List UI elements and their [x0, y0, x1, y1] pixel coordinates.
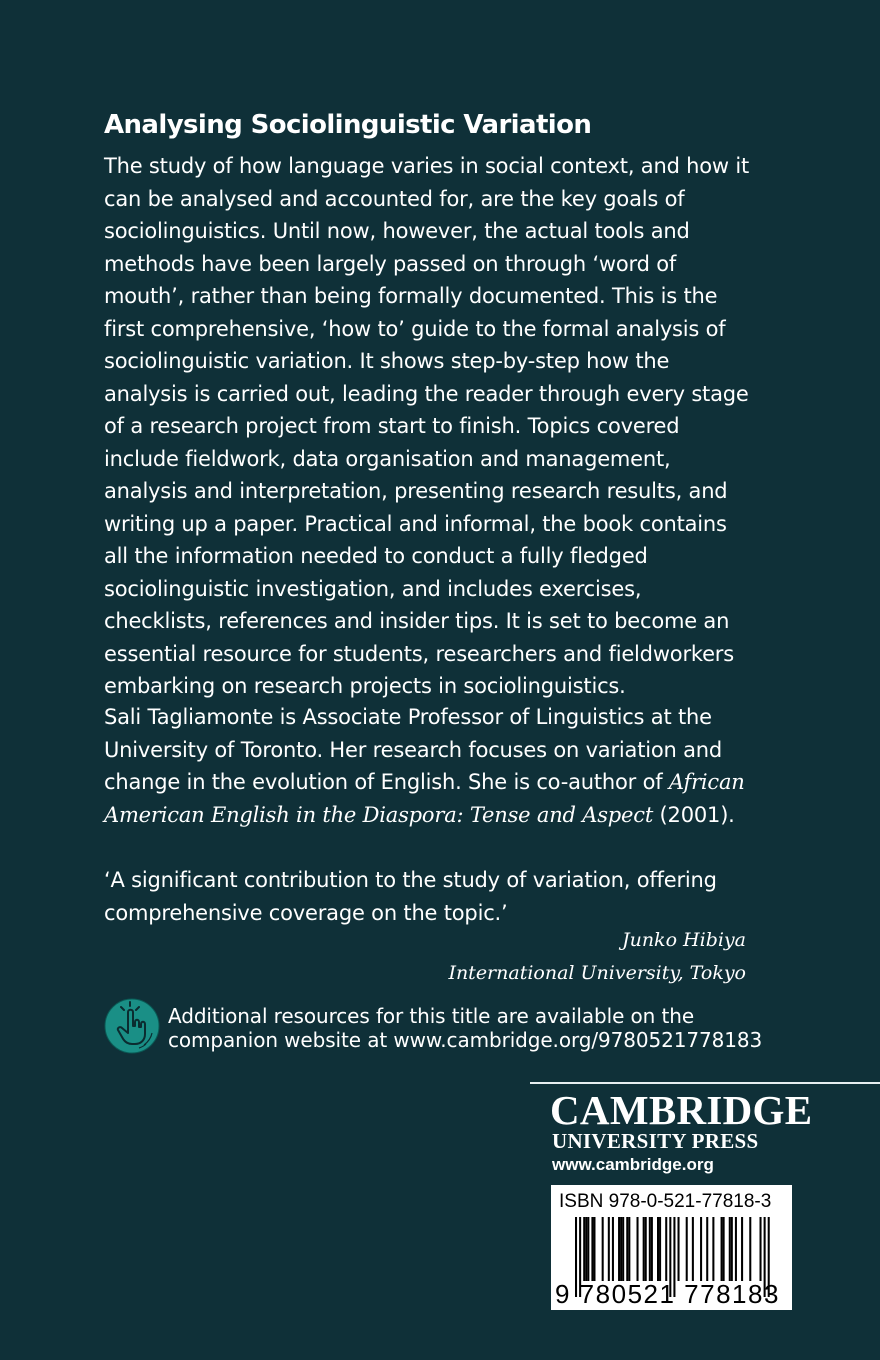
resource-line-1: Additional resources for this title are available on the	[168, 1004, 695, 1028]
barcode-bar	[735, 1217, 737, 1281]
reviewer-affiliation: International University, Tokyo	[448, 961, 746, 984]
barcode-bar	[593, 1217, 595, 1281]
barcode-bar	[583, 1217, 585, 1281]
barcode-bar	[731, 1217, 733, 1281]
barcode-bar	[585, 1217, 587, 1281]
barcode-bar	[622, 1217, 624, 1281]
barcode-bar	[741, 1217, 743, 1281]
barcode-bar	[643, 1217, 645, 1281]
barcode-bar	[721, 1217, 723, 1281]
book-description: The study of how language varies in social context, and how it can be analysed and accounted for, are the key goals of sociolinguistics. Until now, however, the actual tools and methods have been largely passed on through ‘word of mouth’, rather than being formally documented. This is the first comprehensive, ‘how to’ guide to the formal analysis of sociolinguistic variation. It shows step-by-step how the analysis is carried out, leading the reader through every stage of a research project from start to finish. Topics covered include fieldwork, data organisation and management, analysis and interpretation, presenting research results, and writing up a paper. Practical and informal, the book contains all the information needed to conduct a fully fledged sociolinguistic investigation, and includes exercises, checklists, references and insider tips. It is set to become an essential resource for students, researchers and fieldworkers embarking on research projects in sociolinguistics.	[104, 154, 750, 698]
barcode-bar	[686, 1217, 688, 1281]
barcode-bar	[649, 1217, 651, 1281]
barcode-digits: 9 780521 778183	[555, 1279, 780, 1309]
barcode-bar	[628, 1217, 630, 1281]
barcode-bar	[587, 1217, 589, 1281]
barcode-bar	[602, 1217, 604, 1281]
book-title: Analysing Sociolinguistic Variation	[104, 110, 592, 140]
publisher-name: CAMBRIDGE	[550, 1087, 813, 1133]
barcode-bar	[692, 1217, 694, 1281]
barcode-bar	[637, 1217, 639, 1281]
barcode-bar	[729, 1217, 731, 1281]
barcode-bar	[659, 1217, 661, 1281]
author-bio-lead: Sali Tagliamonte is Associate Professor of Linguistics at the University of Toronto. Her research focuses on variation and change in the evolution of English. She is co-author of	[104, 705, 723, 794]
barcode-bar	[657, 1217, 659, 1281]
review-attribution	[448, 924, 746, 989]
barcode-bar	[706, 1217, 708, 1281]
publisher-divider	[530, 1082, 880, 1084]
publisher-url: www.cambridge.org	[552, 1155, 714, 1174]
barcode-bar	[749, 1217, 751, 1281]
isbn-label: ISBN 978-0-521-77818-3	[559, 1191, 772, 1212]
barcode-bar	[608, 1217, 610, 1281]
resource-line-2: companion website at www.cambridge.org/9780521778183	[168, 1028, 763, 1052]
barcode-bar	[626, 1217, 628, 1281]
barcode-bar	[651, 1217, 653, 1281]
web-resource-hand-icon	[104, 998, 160, 1054]
reviewer-name: Junko Hibiya	[621, 929, 746, 951]
publisher-subtitle: UNIVERSITY PRESS	[552, 1129, 759, 1153]
author-bio-tail: (2001).	[653, 802, 735, 827]
barcode-bar	[645, 1217, 647, 1281]
barcode-bar	[760, 1217, 762, 1281]
author-book-title: African American English in the Diaspora: Tense and Aspect	[104, 770, 745, 827]
barcode-panel	[551, 1185, 792, 1310]
barcode-bar	[591, 1217, 593, 1281]
author-bio	[104, 701, 750, 831]
barcode-bar	[678, 1217, 680, 1281]
barcode-bar	[618, 1217, 620, 1281]
barcode-bar	[723, 1217, 725, 1281]
barcode-bar	[665, 1217, 667, 1281]
review-quote: ‘A significant contribution to the study of variation, offering comprehensive coverage on the topic.’	[104, 868, 717, 925]
companion-website-note	[168, 1004, 788, 1052]
barcode-bar	[620, 1217, 622, 1281]
barcode-bar	[612, 1217, 614, 1281]
barcode-bar	[700, 1217, 702, 1281]
barcode-bar	[712, 1217, 714, 1281]
